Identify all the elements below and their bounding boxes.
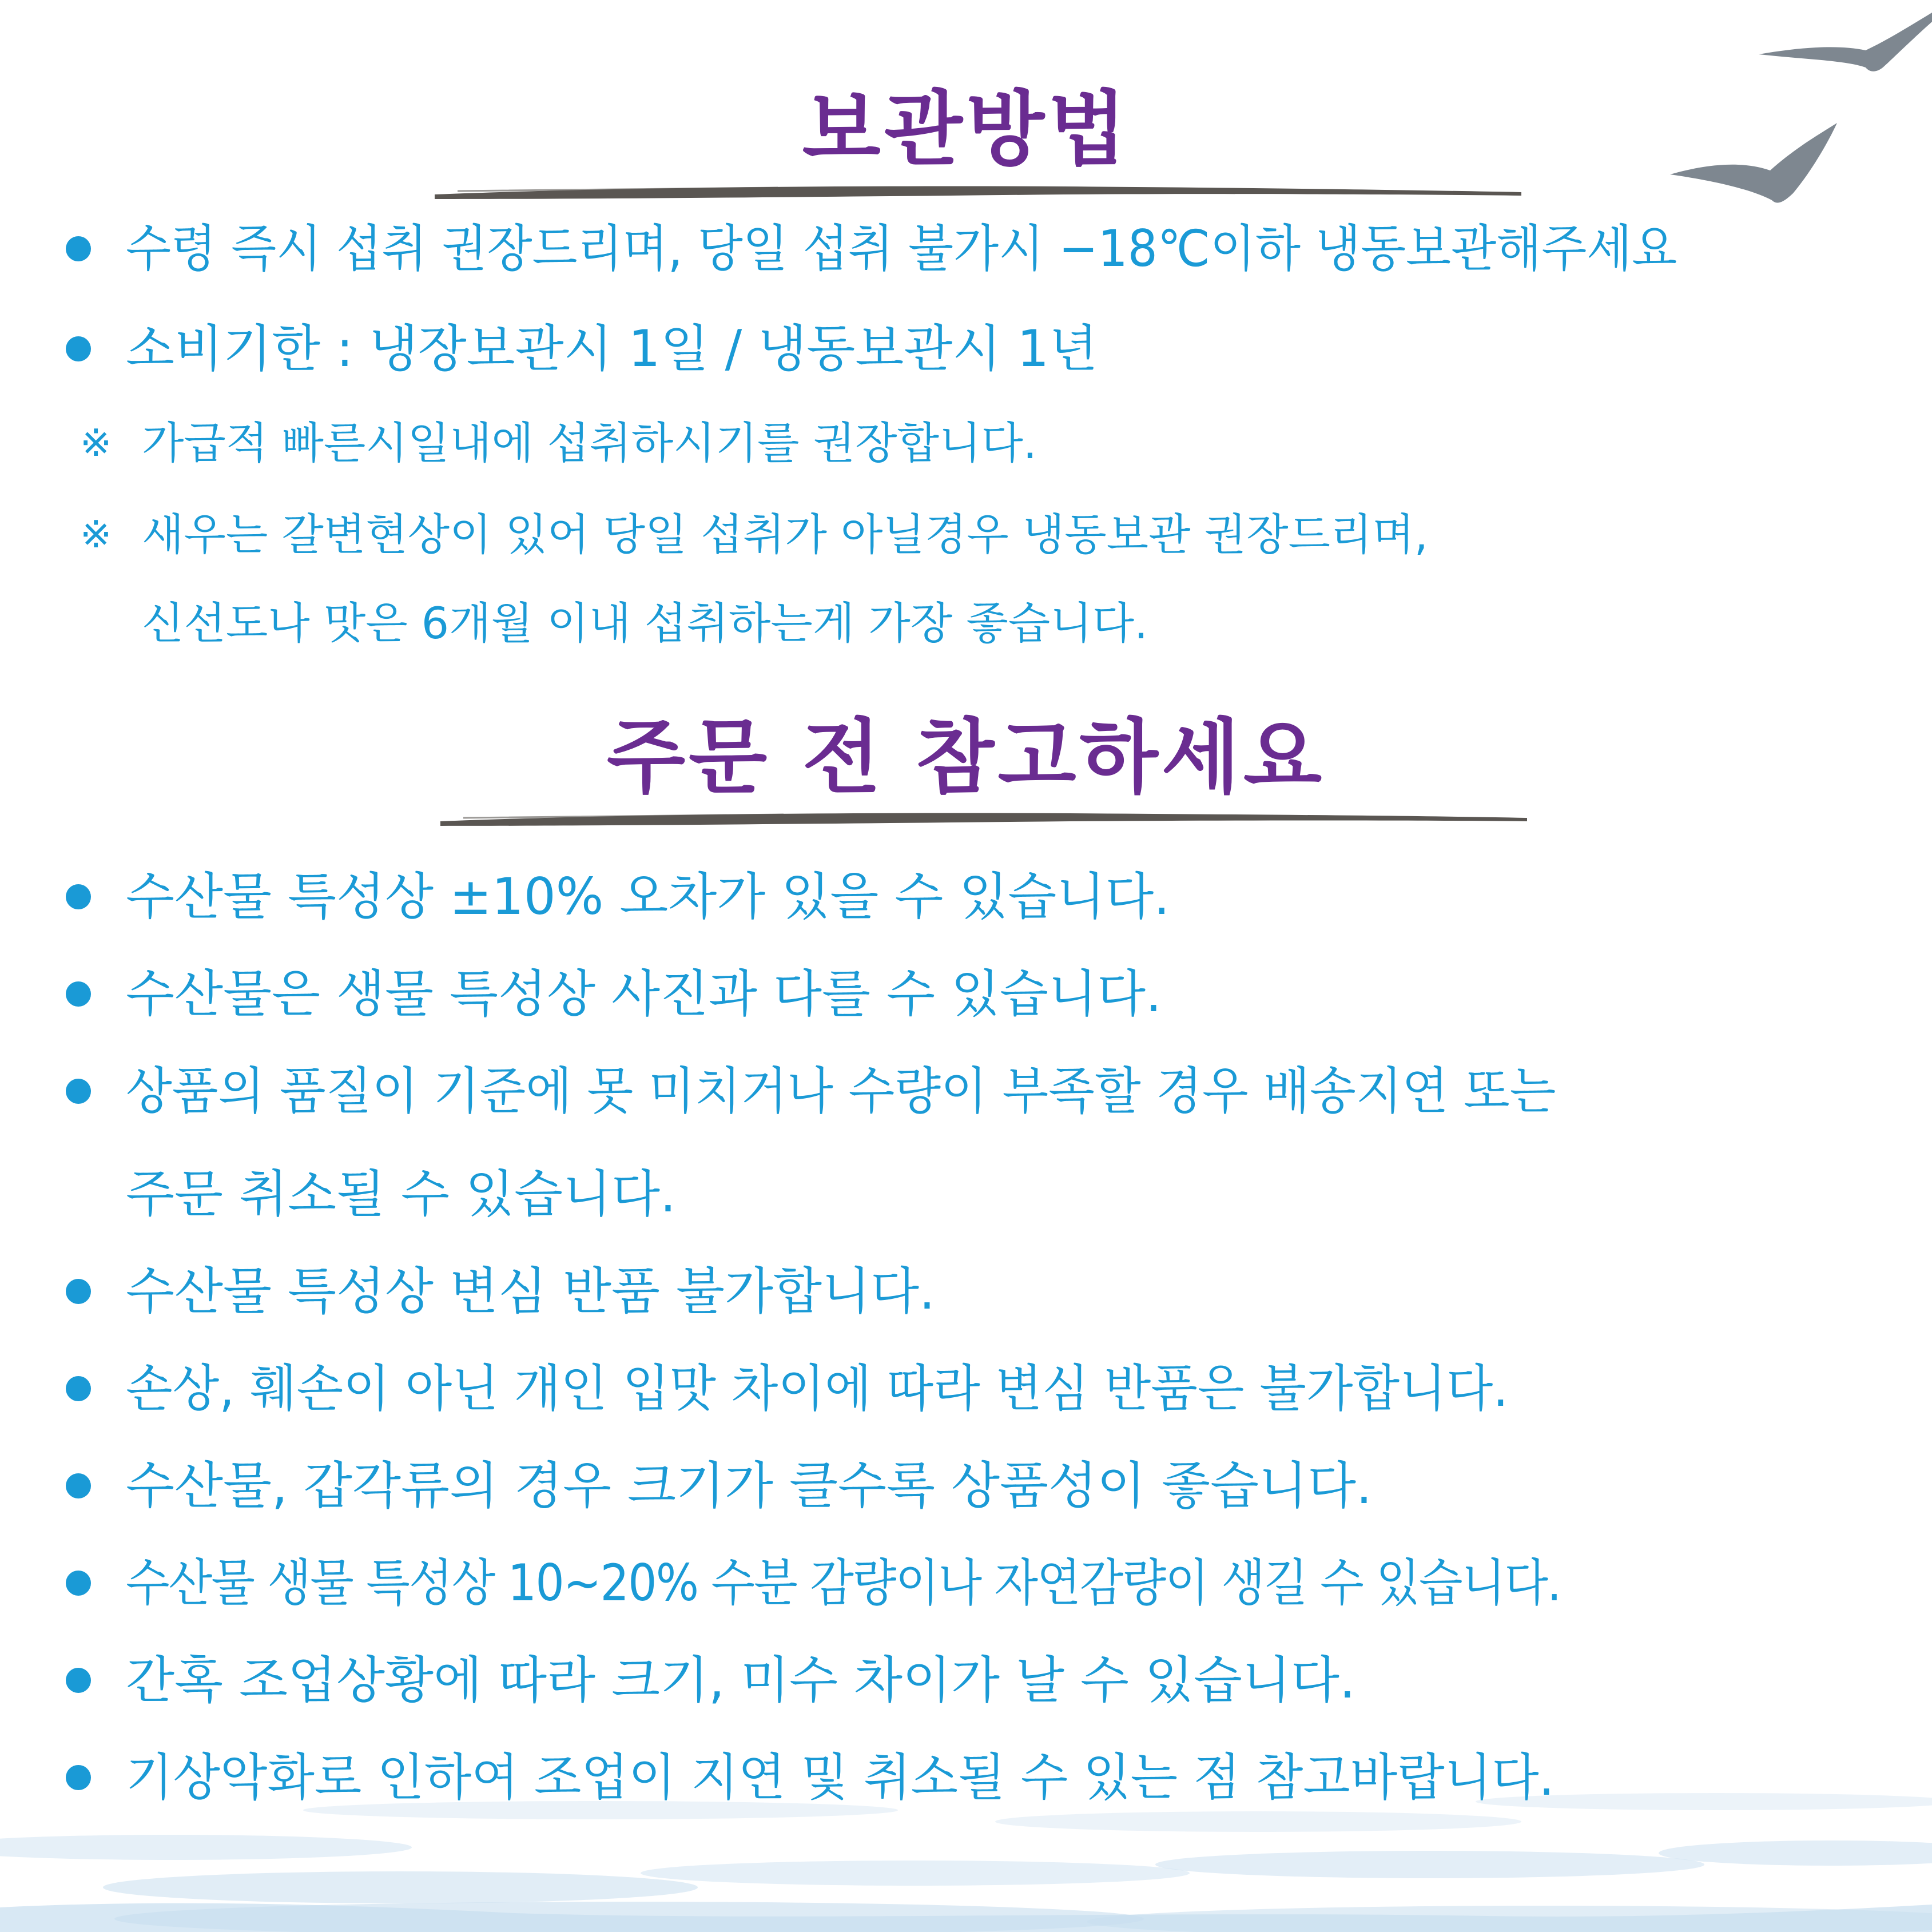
notice-bullet <box>66 1051 1913 1131</box>
storage-bullet <box>66 209 1913 289</box>
notice-bullet-text: 주문 취소될 수 있습니다. <box>126 1164 676 1223</box>
brush-divider <box>435 182 1521 205</box>
bullet-dot <box>66 1376 91 1401</box>
notice-bullet-text: 수산물 생물 특성상 10~20% 수분 감량이나 자연감량이 생길 수 있습니다. <box>126 1553 1561 1612</box>
notice-bullet <box>66 954 1913 1034</box>
note-text: 신선도나 맛은 6개월 이내 섭취하는게 가장 좋습니다. <box>142 598 1148 649</box>
seagull-icon <box>1759 13 1932 71</box>
notice-bullet-text: 수산물 특성상 ±10% 오차가 있을 수 있습니다. <box>126 867 1170 926</box>
storage-bullet-text: 수령 즉시 섭취 권장드리며, 당일 섭취 불가시 −18℃이하 냉동보관해주세요 <box>126 219 1677 278</box>
notice-title: 주문 전 참고하세요 <box>606 710 1326 805</box>
notice-bullet <box>66 1543 1913 1623</box>
bullet-dot <box>66 981 91 1007</box>
notice-bullet-text: 상품의 품질이 기준에 못 미치거나 수량이 부족할 경우 배송지연 또는 <box>126 1062 1556 1120</box>
bullet-dot <box>66 1079 91 1104</box>
notice-bullet-text: 간혹 조업상황에 따라 크기, 미수 차이가 날 수 있습니다. <box>126 1651 1355 1710</box>
notice-bullet <box>66 1446 1913 1526</box>
bullet-dot <box>66 336 91 361</box>
note-mark: ※ <box>80 512 112 556</box>
storage-bullet-text: 소비기한 : 냉장보관시 1일 / 냉동보관시 1년 <box>126 319 1098 378</box>
notice-bullet-text: 수산물 특성상 변심 반품 불가합니다. <box>126 1262 935 1321</box>
notice-bullet <box>66 857 1913 937</box>
bullet-dot <box>66 1765 91 1790</box>
bullet-dot <box>66 1571 91 1596</box>
note-mark: ※ <box>80 421 112 465</box>
bullet-dot <box>66 1668 91 1693</box>
notice-bullet-text: 수산물은 생물 특성상 사진과 다를 수 있습니다. <box>126 964 1162 1023</box>
notice-bullet-text: 손상, 훼손이 아닌 개인 입맛 차이에 따라 변심 반품은 불가합니다. <box>126 1359 1509 1418</box>
notice-bullet-text: 수산물, 갑각류의 경우 크기가 클수록 상품성이 좋습니다. <box>126 1456 1372 1515</box>
note-text: 가급적 빠른시일내에 섭취하시기를 권장합니다. <box>142 418 1037 468</box>
notice-bullet <box>66 1349 1913 1429</box>
bullet-dot <box>66 236 91 261</box>
bullet-dot <box>66 1279 91 1304</box>
bullet-dot <box>66 884 91 909</box>
notice-bullet <box>66 1251 1913 1331</box>
storage-bullet <box>66 309 1913 389</box>
notice-bullet-continuation <box>66 1154 1913 1234</box>
notice-bullet <box>66 1738 1913 1818</box>
storage-title: 보관방법 <box>802 82 1130 177</box>
note-text: 새우는 갈변현상이 있어 당일 섭취가 아닐경우 냉동보관 권장드리며, <box>142 509 1428 560</box>
bullet-dot <box>66 1473 91 1498</box>
notice-bullet <box>66 1640 1913 1720</box>
brush-divider <box>440 808 1527 830</box>
notice-bullet-text: 기상악화로 인하여 조업이 지연 및 취소될 수 있는 점 참고바랍니다. <box>126 1748 1555 1807</box>
